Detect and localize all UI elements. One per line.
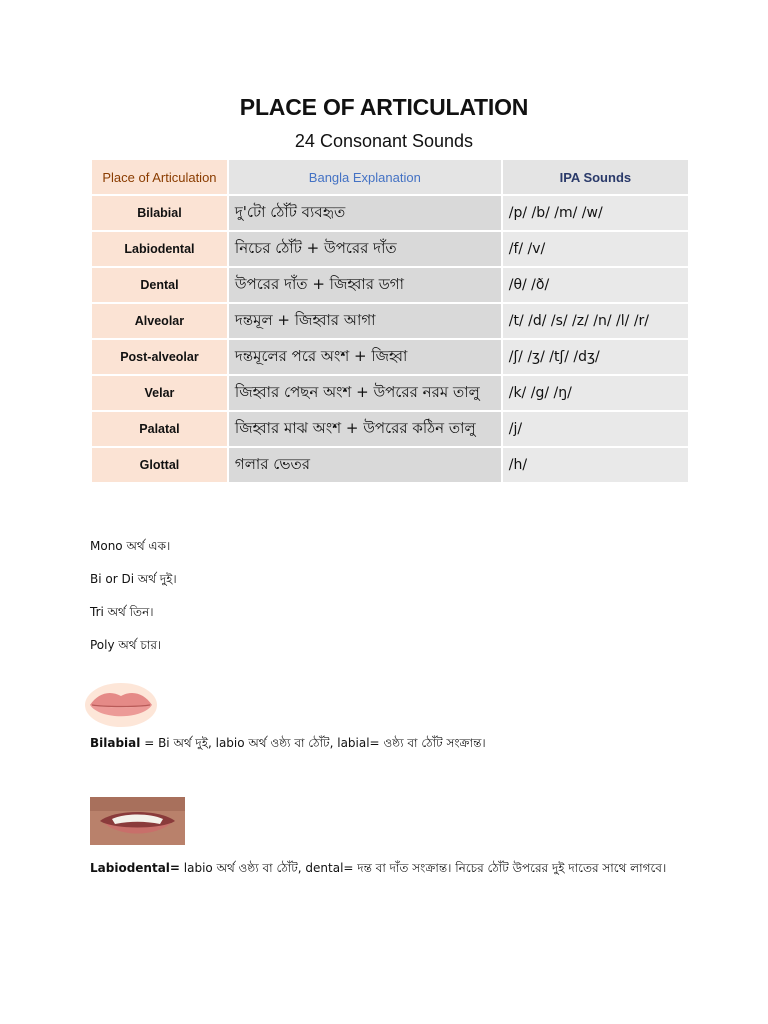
header-bangla: Bangla Explanation xyxy=(229,160,501,194)
place-cell: Alveolar xyxy=(92,304,227,338)
labiodental-term: Labiodental= xyxy=(90,861,180,875)
place-cell: Velar xyxy=(92,376,227,410)
bilabial-term: Bilabial xyxy=(90,736,141,750)
labiodental-mouth-photo xyxy=(90,797,185,845)
ipa-cell: /k/ /g/ /ŋ/ xyxy=(503,376,688,410)
header-place: Place of Articulation xyxy=(92,160,227,194)
bilabial-explanation: = Bi অর্থ দুই, labio অর্থ ওষ্ঠ্য বা ঠোঁট, labial= ওষ্ঠ্য বা ঠোঁট সংক্রান্ত। xyxy=(140,736,486,750)
table-row xyxy=(92,448,688,482)
articulation-table xyxy=(90,158,690,484)
table-row xyxy=(92,304,688,338)
note-bi: Bi or Di অর্থ দুই। xyxy=(90,572,177,586)
labiodental-caption xyxy=(90,860,666,880)
page-subtitle: 24 Consonant Sounds xyxy=(294,131,474,151)
bangla-cell: দন্তমূল + জিহ্বার আগা xyxy=(229,304,501,338)
ipa-cell: /h/ xyxy=(503,448,688,482)
place-cell: Post-alveolar xyxy=(92,340,227,374)
page-title: PLACE OF ARTICULATION xyxy=(239,94,529,120)
table-row xyxy=(92,340,688,374)
ipa-cell: /ʃ/ /ʒ/ /tʃ/ /dʒ/ xyxy=(503,340,688,374)
table-header-row xyxy=(92,160,688,194)
place-cell: Dental xyxy=(92,268,227,302)
closed-lips-illustration xyxy=(84,682,158,728)
place-cell: Bilabial xyxy=(92,196,227,230)
table-row xyxy=(92,412,688,446)
place-cell: Glottal xyxy=(92,448,227,482)
note-poly: Poly অর্থ চার। xyxy=(90,638,162,652)
ipa-cell: /p/ /b/ /m/ /w/ xyxy=(503,196,688,230)
ipa-cell: /j/ xyxy=(503,412,688,446)
bangla-cell: দন্তমূলের পরে অংশ + জিহ্বা xyxy=(229,340,501,374)
ipa-cell: /t/ /d/ /s/ /z/ /n/ /l/ /r/ xyxy=(503,304,688,338)
header-ipa: IPA Sounds xyxy=(503,160,688,194)
bangla-cell: দু'টো ঠোঁট ব্যবহৃত xyxy=(229,196,501,230)
bangla-cell: জিহ্বার পেছন অংশ + উপরের নরম তালু xyxy=(229,376,501,410)
table-row xyxy=(92,232,688,266)
table-row xyxy=(92,376,688,410)
table-row xyxy=(92,268,688,302)
place-cell: Labiodental xyxy=(92,232,227,266)
bangla-cell: জিহ্বার মাঝ অংশ + উপরের কঠিন তালু xyxy=(229,412,501,446)
bangla-cell: উপরের দাঁত + জিহ্বার ডগা xyxy=(229,268,501,302)
labiodental-explanation: labio অর্থ ওষ্ঠ্য বা ঠোঁট, dental= দন্ত বা দাঁত সংক্রান্ত। নিচের ঠোঁট উপরের দুই দাতের সাথে লাগবে। xyxy=(179,861,667,875)
bangla-cell: নিচের ঠোঁট + উপরের দাঁত xyxy=(229,232,501,266)
ipa-cell: /f/ /v/ xyxy=(503,232,688,266)
note-tri: Tri অর্থ তিন। xyxy=(90,605,154,619)
table-row xyxy=(92,196,688,230)
place-cell: Palatal xyxy=(92,412,227,446)
ipa-cell: /θ/ /ð/ xyxy=(503,268,688,302)
bilabial-caption xyxy=(90,735,486,755)
note-mono: Mono অর্থ এক। xyxy=(90,539,171,553)
bangla-cell: গলার ভেতর xyxy=(229,448,501,482)
